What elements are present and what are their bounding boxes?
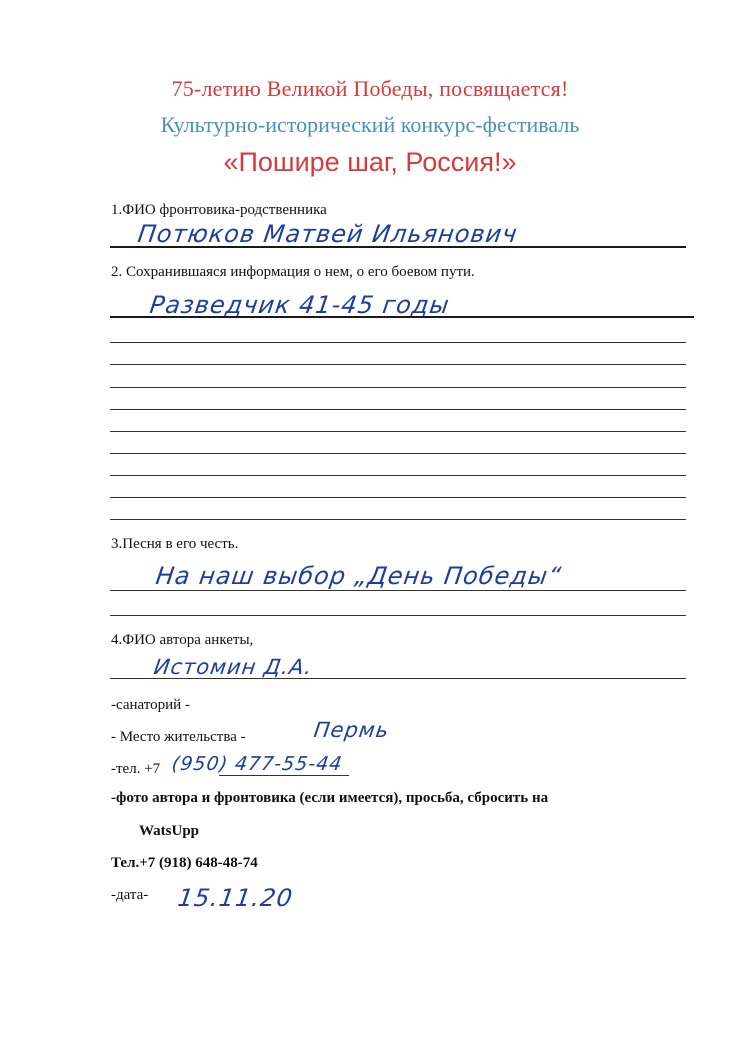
q1-label: 1.ФИО фронтовика-родственника <box>111 202 327 218</box>
q2-blank-line <box>110 453 686 454</box>
q1-answer: Потюков Матвей Ильянович <box>136 220 520 248</box>
phone-label: -тел. +7 <box>111 761 161 777</box>
organizer-phone: Тел.+7 (918) 648-48-74 <box>111 855 258 871</box>
q2-blank-line <box>110 387 686 388</box>
header-dedication: 75-летию Великой Победы, посвящается! <box>171 76 569 101</box>
q2-blank-line <box>110 364 686 365</box>
q2-blank-line <box>110 409 686 410</box>
q4-label: 4.ФИО автора анкеты, <box>111 632 254 648</box>
residence-label: - Место жительства - <box>111 729 246 745</box>
q2-label: 2. Сохранившаяся информация о нем, о его боевом пути. <box>111 264 475 280</box>
sanatorium-label: -санаторий - <box>111 697 190 713</box>
q1-answer-line <box>110 246 686 248</box>
q2-blank-line <box>110 497 686 498</box>
q3-answer: На наш выбор „День Победы“ <box>154 562 564 590</box>
q2-answer: Разведчик 41-45 годы <box>148 291 452 319</box>
q2-blank-line <box>110 431 686 432</box>
date-value: 15.11.20 <box>176 884 295 912</box>
messenger-name: WatsUpp <box>139 823 200 839</box>
q2-answer-line <box>110 316 694 318</box>
q3-blank-line <box>110 615 686 616</box>
q2-blank-line <box>110 519 686 520</box>
date-label: -дата- <box>111 887 149 903</box>
q3-answer-line <box>110 590 686 591</box>
header-event-title: Культурно-исторический конкурс-фестиваль <box>160 112 580 137</box>
header-slogan: «Пошире шаг, Россия!» <box>223 147 517 177</box>
q4-answer-line <box>110 678 686 679</box>
phone-value: (950) 477-55-44 <box>170 753 345 775</box>
q2-blank-line <box>110 475 686 476</box>
q4-answer: Истомин Д.А. <box>152 655 315 679</box>
q3-label: 3.Песня в его честь. <box>111 536 239 552</box>
phone-underline <box>219 775 349 776</box>
residence-value: Пермь <box>312 718 391 742</box>
photo-request-note: -фото автора и фронтовика (если имеется), просьба, сбросить на <box>111 790 549 806</box>
q2-blank-line <box>110 342 686 343</box>
